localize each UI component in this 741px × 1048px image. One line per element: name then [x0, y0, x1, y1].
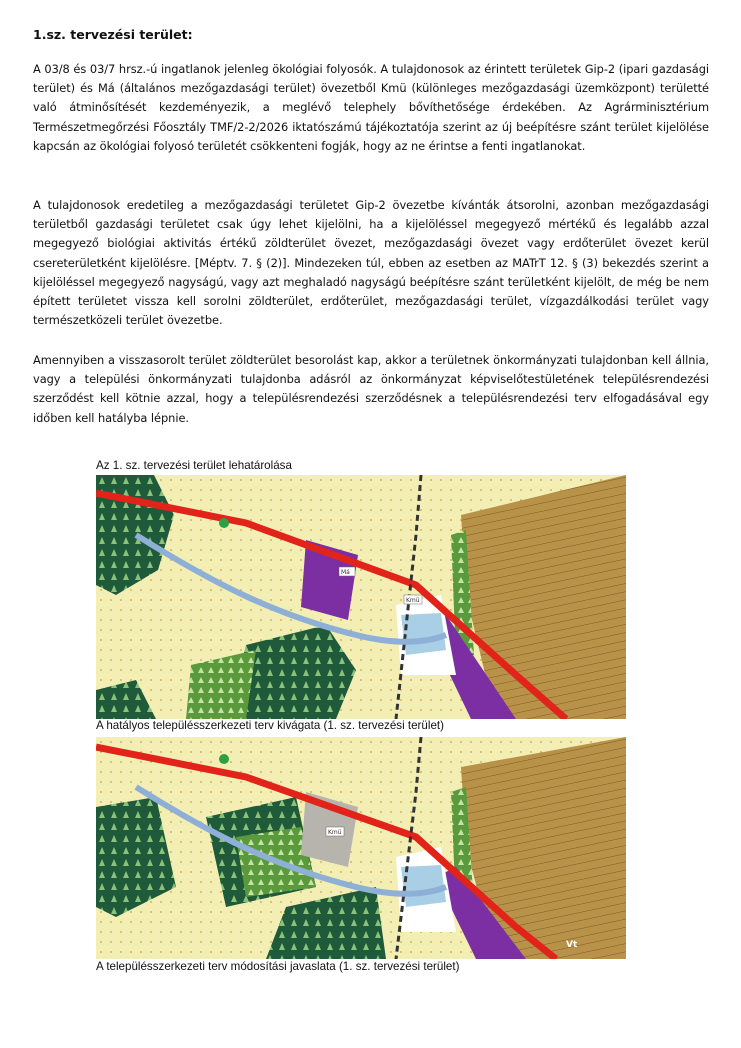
- section-heading: 1.sz. tervezési terület:: [33, 27, 193, 42]
- map-label-kmu-1: Kmü: [406, 597, 420, 604]
- map-label-ma-1: Má: [341, 569, 350, 576]
- proposed-plan-map-graphic: [96, 737, 626, 959]
- map-top-caption: Az 1. sz. tervezési terület lehatárolása: [96, 459, 292, 472]
- point-marker: [219, 754, 229, 764]
- map-label-kmu-2: Kmü: [328, 829, 342, 836]
- paragraph-1: A 03/8 és 03/7 hrsz.-ú ingatlanok jelenleg ökológiai folyosók. A tulajdonosok az érintett területek Gip-2 (ipari gazdasági terület) és Má (általános mezőgazdasági terület) övezetből Kmü (különleges mezőgazdasági üzemközpont) területté való átminősítését kezdeményezik, a meglévő telephely bővíthetősége érdekében. Az Agrárminisztérium Természetmegőrzési Főosztály TMF/2-2/2026 iktatószámú tájékoztatója szerint az új beépítésre szánt terület kijelölése kapcsán az ökológiai folyosó területét csökkenteni fogják, hogy az ne érintse a fenti ingatlanokat.: [33, 62, 709, 153]
- proposed-plan-map: [96, 737, 626, 959]
- map-bottom-caption: A településszerkezeti terv módosítási javaslata (1. sz. tervezési terület): [96, 960, 460, 973]
- point-marker: [219, 518, 229, 528]
- paragraph-3: Amennyiben a visszasorolt terület zöldterület besorolást kap, akkor a területnek önkormányzati tulajdonban kell állnia, vagy a települési önkormányzati tulajdonba adásról az önkormányzat képviselőtestületének településrendezési szerződést kell kötnie azzal, hogy a településrendezési szerződésnek a településrendezési terv elfogadásával egy időben kell hatályba lépnie.: [33, 353, 709, 425]
- map-mid-caption: A hatályos településszerkezeti terv kivágata (1. sz. tervezési terület): [96, 719, 444, 732]
- map-label-vt: Vt: [566, 940, 578, 950]
- current-plan-map: [96, 475, 626, 719]
- current-plan-map-graphic: [96, 475, 626, 719]
- paragraph-2: A tulajdonosok eredetileg a mezőgazdasági területet Gip-2 övezetbe kívánták átsorolni, azonban mezőgazdasági területből gazdasági területet csak úgy lehet kijelölni, ha a kijelöléssel megegyező mértékű és legalább azzal megegyező biológiai aktivitás értékű zöldterület övezet, mezőgazdasági övezet vagy erdőterület övezet kerül csereterületként kijelölésre. [Méptv. 7. § (2)]. Mindezeken túl, ebben az esetben az MATrT 12. § (3) bekezdés szerint a kijelöléssel megegyező nagyságú, vagy azt meghaladó nagyságú beépítésre szánt területként kijelölt, de még be nem épített területet vissza kell sorolni zöldterület, erdőterület, mezőgazdasági terület, vízgazdálkodási terület vagy természetközeli terület övezetbe.: [33, 198, 709, 328]
